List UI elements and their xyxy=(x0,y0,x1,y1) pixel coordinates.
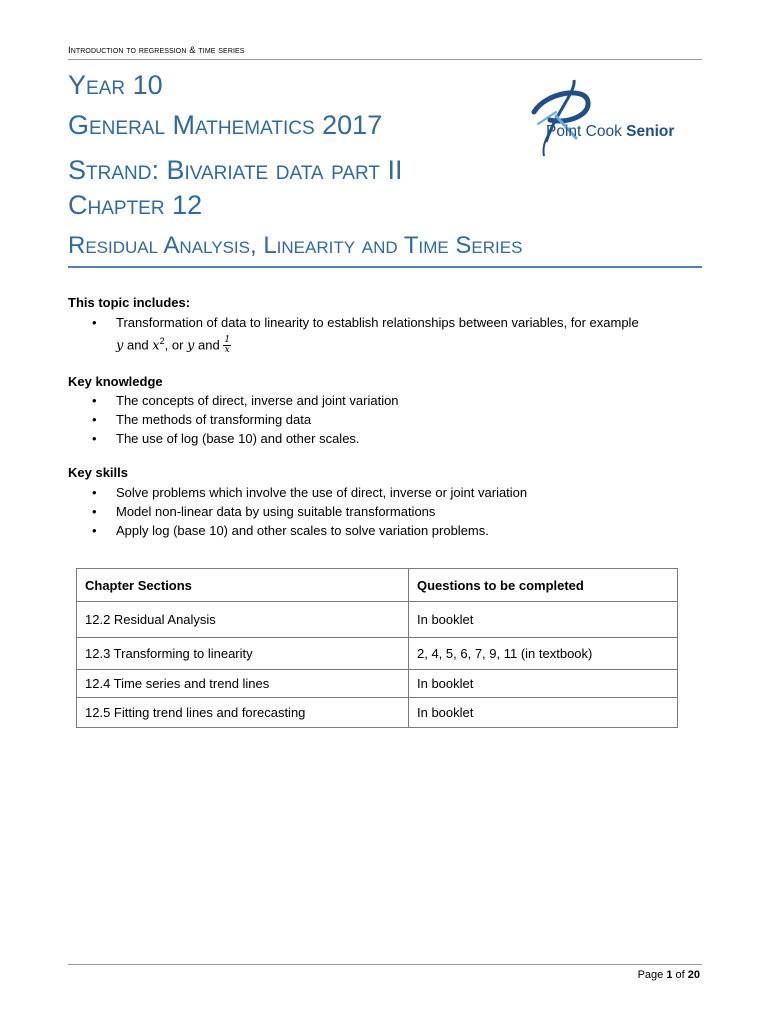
list-item: • The use of log (base 10) and other scales. xyxy=(92,429,399,448)
key-skills-list xyxy=(92,483,527,540)
table-cell: 12.2 Residual Analysis xyxy=(77,602,409,638)
table-cell: 12.4 Time series and trend lines xyxy=(77,670,409,698)
key-knowledge-heading: Key knowledge xyxy=(68,374,163,389)
and-text: and xyxy=(123,337,153,353)
running-header: Introduction to regression & time series xyxy=(68,45,245,56)
key-skills-heading: Key skills xyxy=(68,465,128,480)
school-logo-icon xyxy=(516,72,691,160)
table-cell: 12.5 Fitting trend lines and forecasting xyxy=(77,698,409,728)
page-word: Page xyxy=(637,969,667,981)
math-x: x xyxy=(152,338,160,354)
chapter-sections-table xyxy=(76,568,678,728)
table-cell: 2, 4, 5, 6, 7, 9, 11 (in textbook) xyxy=(409,638,678,670)
column-header: Questions to be completed xyxy=(409,569,678,602)
title-year: Year 10 xyxy=(68,70,163,100)
or-text: , or xyxy=(164,337,188,353)
math-y: y xyxy=(187,338,195,354)
current-page: 1 xyxy=(666,969,673,981)
list-item xyxy=(92,313,702,355)
key-knowledge-list xyxy=(92,391,399,448)
table-row xyxy=(77,638,678,670)
fraction-numerator: 1 xyxy=(224,335,231,346)
includes-list xyxy=(92,313,702,355)
table-cell: 12.3 Transforming to linearity xyxy=(77,638,409,670)
math-exponent: 2 xyxy=(159,336,165,346)
of-word: of xyxy=(672,969,688,981)
list-item: • Solve problems which involve the use of direct, inverse or joint variation xyxy=(92,483,527,502)
title-strand: Strand: Bivariate data part II xyxy=(68,155,403,185)
math-y: y xyxy=(116,338,124,354)
table-row xyxy=(77,698,678,728)
table-row xyxy=(77,602,678,638)
list-item: • The methods of transforming data xyxy=(92,410,399,429)
logo-text-regular: Point Cook xyxy=(546,123,627,140)
list-item: • Apply log (base 10) and other scales to solve variation problems. xyxy=(92,521,527,540)
math-fraction xyxy=(223,336,231,355)
includes-heading: This topic includes: xyxy=(68,295,191,310)
title-divider xyxy=(68,266,702,268)
and-text: and xyxy=(194,337,224,353)
column-header: Chapter Sections xyxy=(77,569,409,602)
page-number xyxy=(638,969,700,981)
title-topic: Residual Analysis, Linearity and Time Series xyxy=(68,232,523,259)
title-subject: General Mathematics 2017 xyxy=(68,110,383,140)
logo-text-bold: Senior xyxy=(626,123,675,140)
list-item: • The concepts of direct, inverse and joint variation xyxy=(92,391,399,410)
total-pages: 20 xyxy=(687,969,700,981)
table-cell: In booklet xyxy=(409,602,678,638)
title-chapter: Chapter 12 xyxy=(68,190,203,220)
table-row xyxy=(77,670,678,698)
table-cell: In booklet xyxy=(409,670,678,698)
table-cell: In booklet xyxy=(409,698,678,728)
school-logo-text xyxy=(546,123,674,141)
footer-divider xyxy=(68,964,702,965)
table-header-row xyxy=(77,569,678,602)
fraction-denominator: x xyxy=(224,345,230,356)
header-divider xyxy=(68,59,702,60)
list-item: • Model non-linear data by using suitable transformations xyxy=(92,502,527,521)
includes-text: Transformation of data to linearity to establish relationships between variables, for example xyxy=(116,315,639,330)
